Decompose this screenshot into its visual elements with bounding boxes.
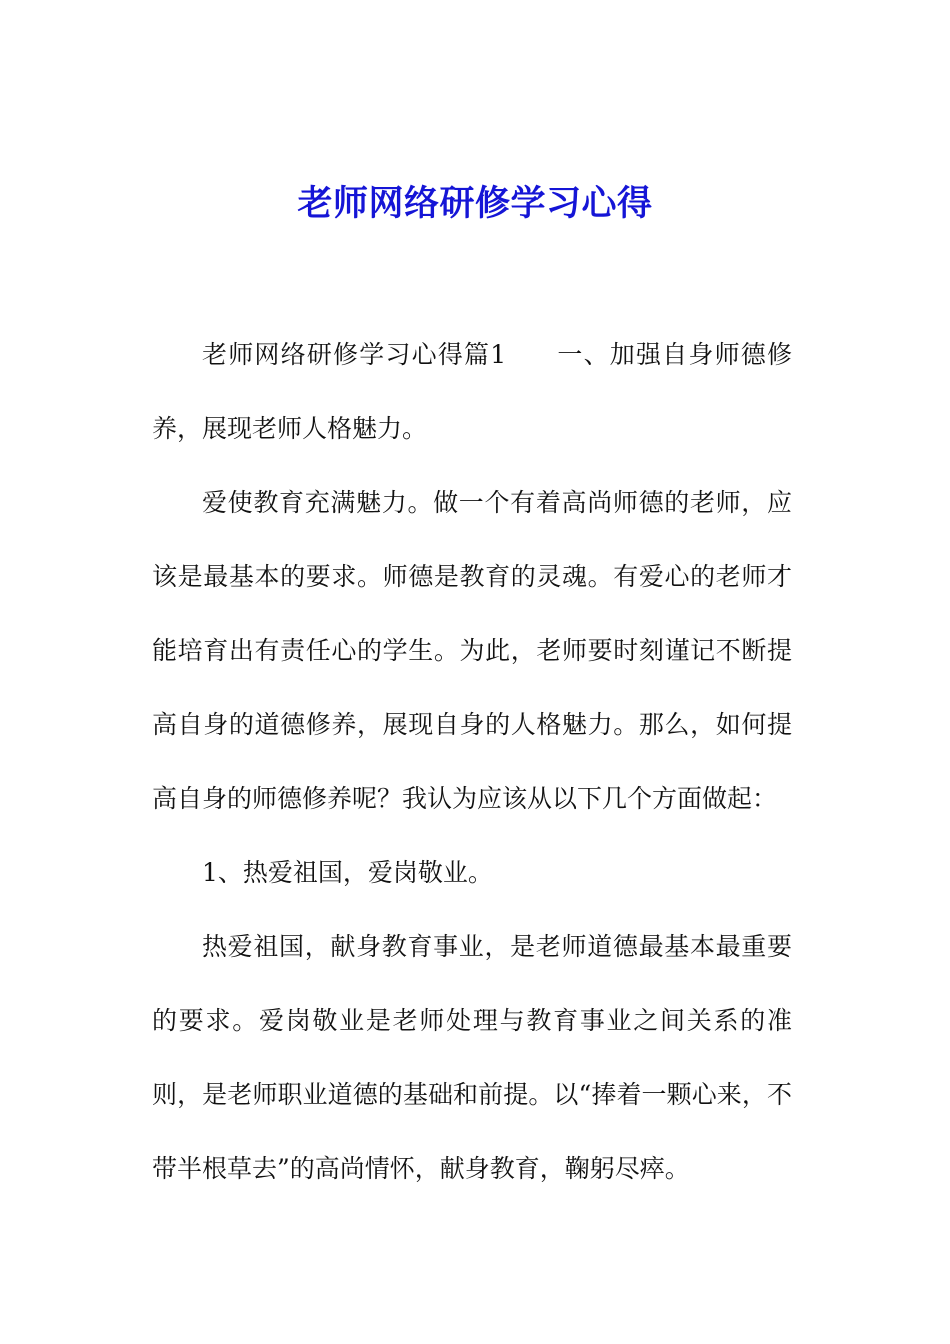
- document-body: [152, 318, 792, 1206]
- paragraph-4: 热爱祖国，献身教育事业，是老师道德最基本最重要的要求。爱岗敬业是老师处理与教育事业之间关系的准则，是老师职业道德的基础和前提。以“捧着一颗心来，不带半根草去”的高尚情怀，献身教育，鞠躬尽瘁。: [152, 932, 792, 1183]
- paragraph-3: 1、热爱祖国，爱岗敬业。: [202, 858, 493, 887]
- paragraph-1-lead: 老师网络研修学习心得篇1: [202, 340, 507, 369]
- paragraph-1-text: 一、加强自身师德修养，展现老师人格魅力。: [152, 340, 792, 443]
- paragraph-2: 爱使教育充满魅力。做一个有着高尚师德的老师，应该是最基本的要求。师德是教育的灵魂。有爱心的老师才能培育出有责任心的学生。为此，老师要时刻谨记不断提高自身的道德修养，展现自身的人格魅力。那么，如何提高自身的师德修养呢？我认为应该从以下几个方面做起：: [152, 488, 792, 813]
- paragraph-1: [152, 318, 792, 466]
- document-title: 老师网络研修学习心得: [297, 183, 653, 224]
